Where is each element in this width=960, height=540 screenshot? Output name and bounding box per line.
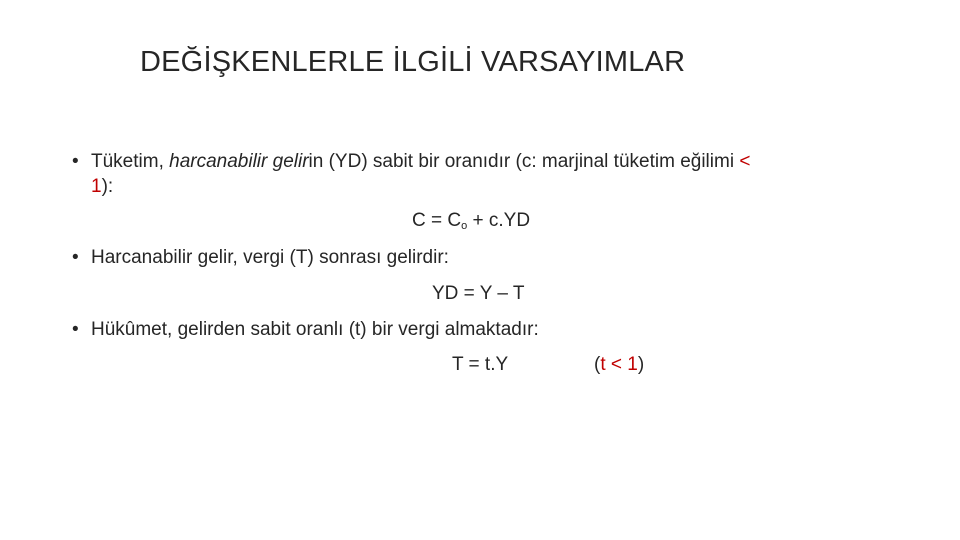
bullet-text: Hükûmet, gelirden sabit oranlı (t) bir vergi almaktadır: — [91, 319, 539, 340]
equation-part: + c.YD — [467, 210, 531, 231]
equation-tax: T = t.Y — [452, 354, 509, 375]
equation-subscript: o — [461, 220, 468, 232]
condition-text: t < 1 — [600, 354, 638, 375]
equation-consumption — [412, 210, 530, 232]
bullet-text-part: Tüketim, — [91, 151, 170, 172]
equation-part: C = C — [412, 210, 462, 231]
bullet-text: Harcanabilir gelir, vergi (T) sonrası gelirdir: — [91, 247, 449, 268]
bullet-icon: • — [72, 319, 79, 340]
bullet-icon: • — [72, 151, 79, 172]
bullet-text-line1 — [91, 149, 750, 175]
less-than-sign: < — [739, 151, 751, 172]
closing-text: ): — [101, 176, 114, 197]
bullet-text-part: in (YD) sabit bir oranıdır (c: marjinal tüketim eğilimi — [308, 151, 740, 172]
bullet-icon: • — [72, 247, 79, 268]
equation-tax-condition — [594, 354, 644, 376]
paren-open: ( — [594, 354, 601, 375]
bullet-text-line2 — [91, 174, 113, 200]
slide-title: DEĞİŞKENLERLE İLGİLİ VARSAYIMLAR — [140, 46, 686, 78]
value-one: 1 — [91, 176, 102, 197]
paren-close: ) — [637, 354, 645, 375]
bullet-text-italic: harcanabilir gelir — [169, 151, 309, 172]
equation-disposable-income: YD = Y – T — [432, 283, 525, 304]
